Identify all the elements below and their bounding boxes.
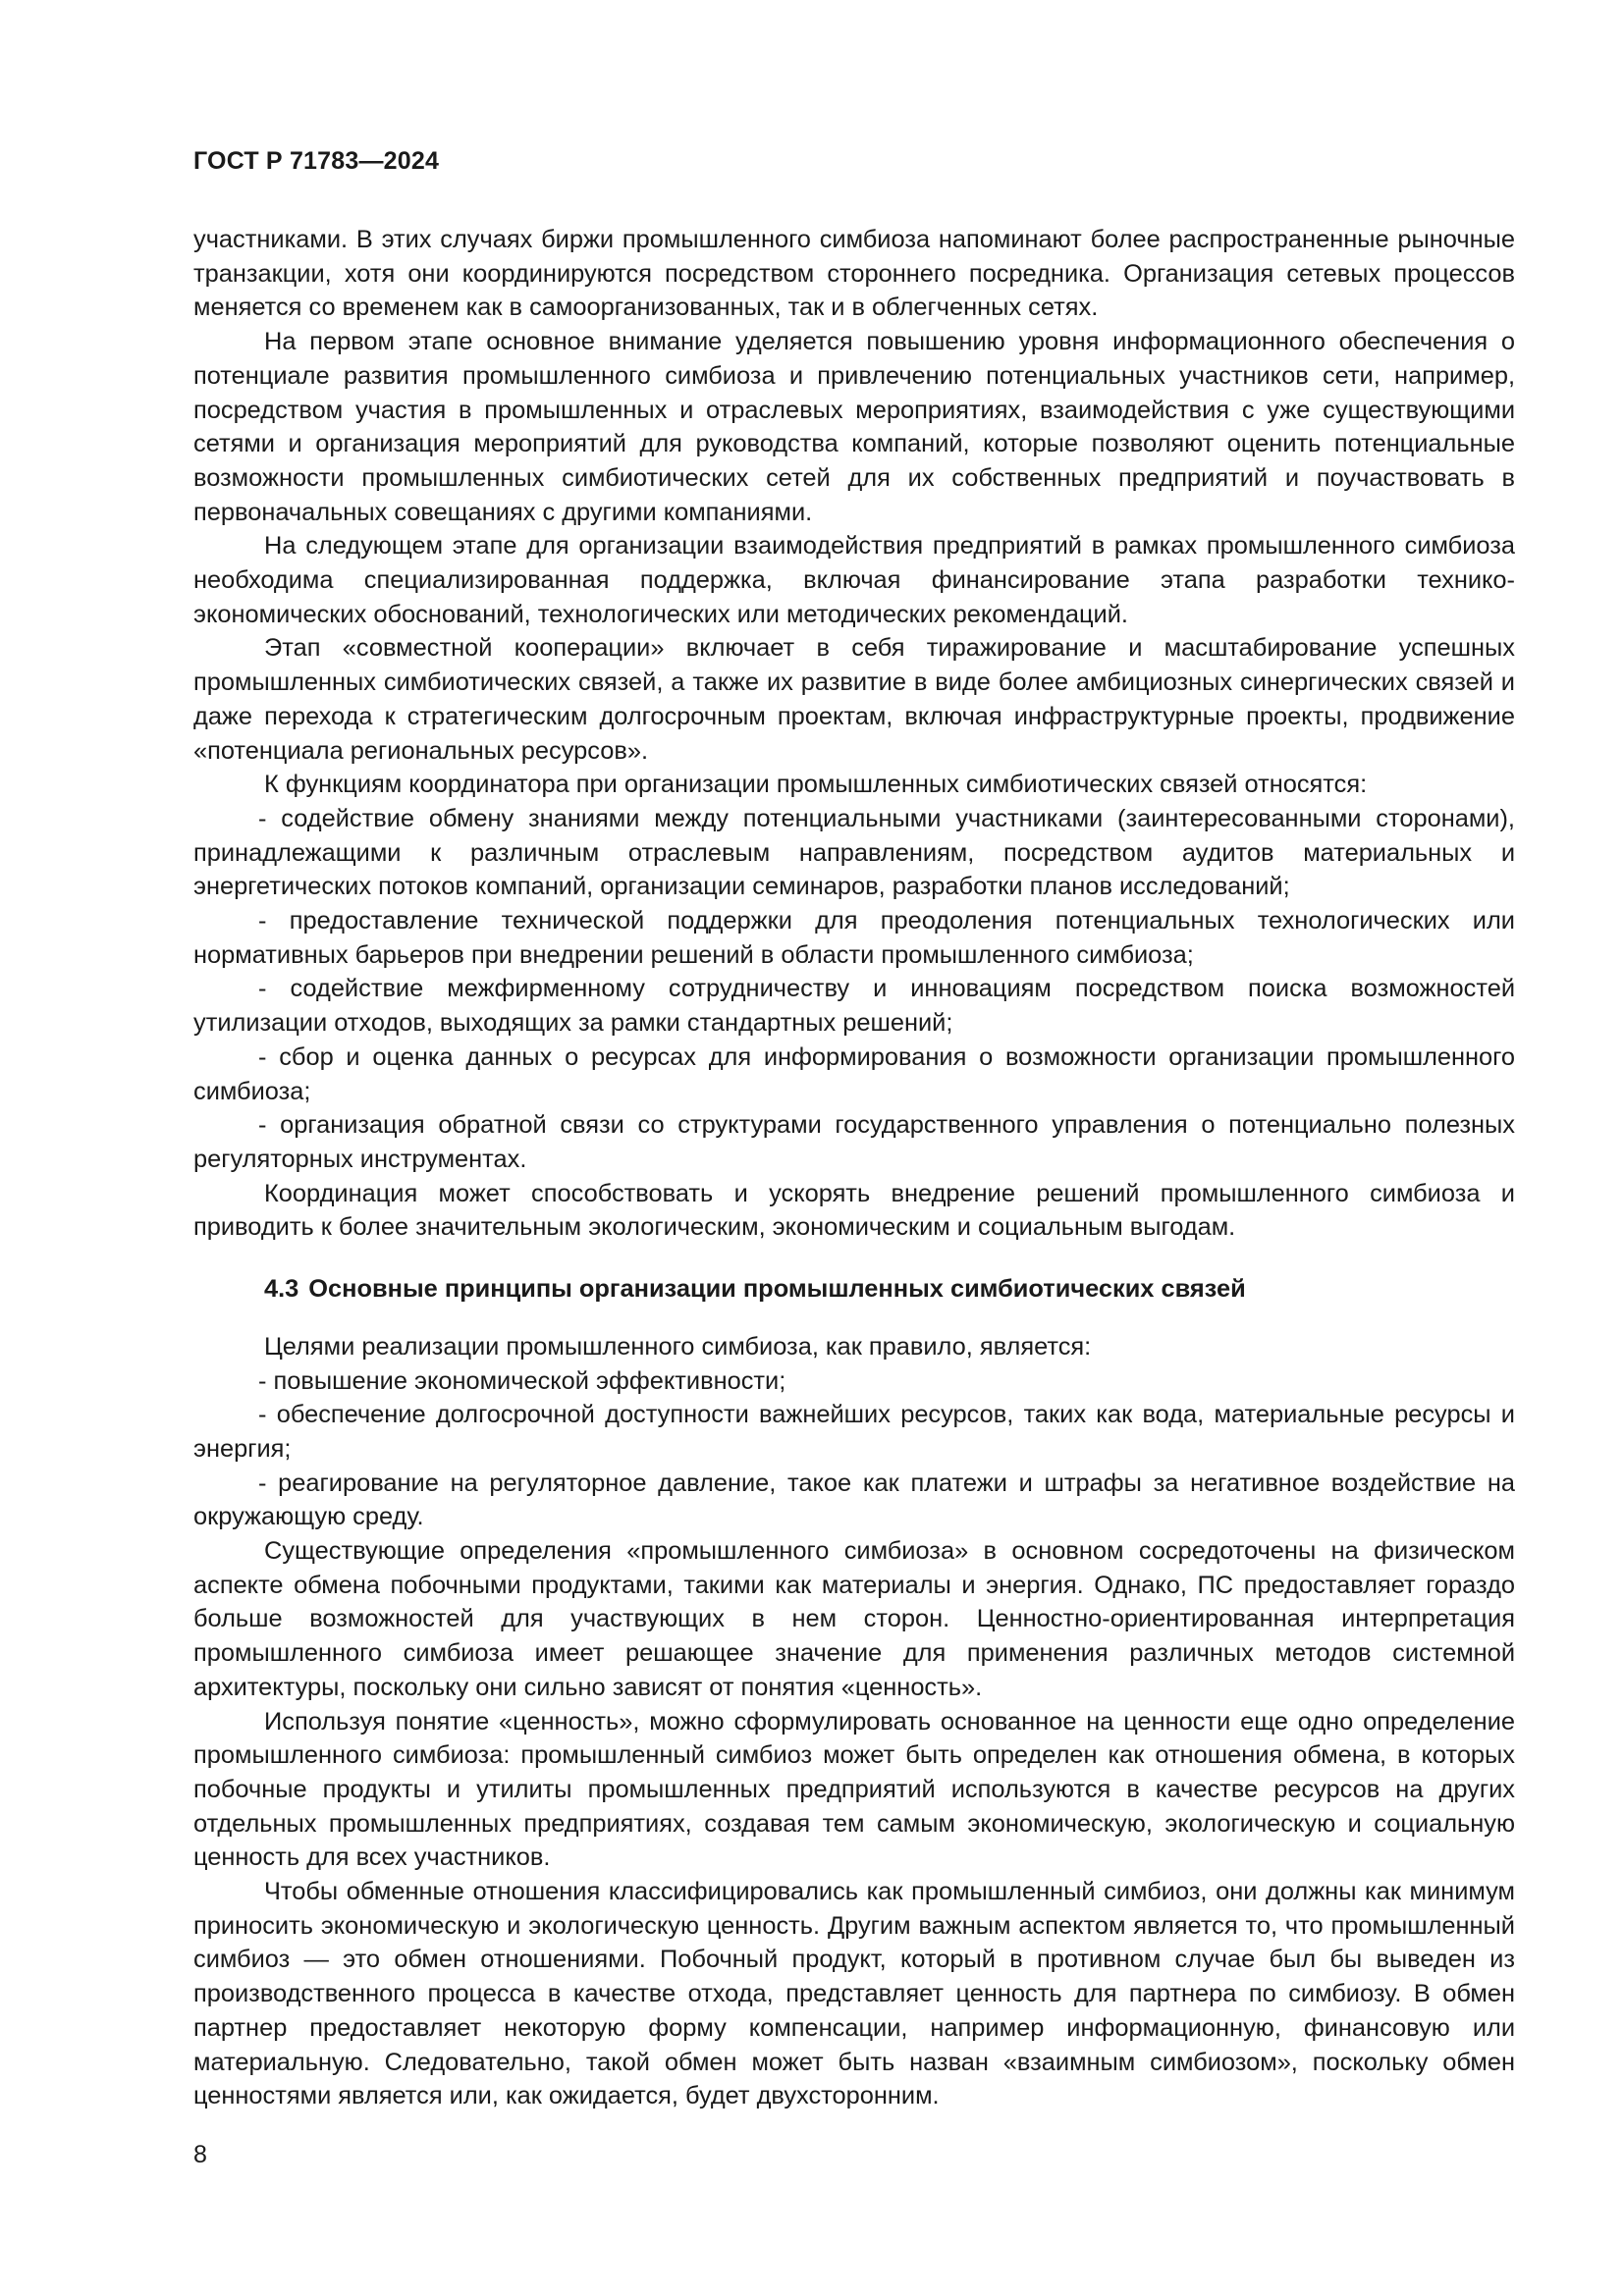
list-item: - повышение экономической эффективности;	[258, 1366, 786, 1395]
paragraph: Этап «совместной кооперации» включает в себя тиражирование и масштабирование успешных промышленных симбиотических связей, а также их развитие в виде более амбициозных синергических связей и даже перехода к стратегическим долгосрочным проектам, включая инфраструктурные проекты, продвижение «потенциала региональных ресурсов».	[193, 634, 1515, 765]
paragraph: Используя понятие «ценность», можно сформулировать основанное на ценности еще одно определение промышленного симбиоза: промышленный симбиоз может быть определен как отношения обмена, в которых побочные продукты и утилиты промышленных предприятий используются в качестве ресурсов на других отдельных промышленных предприятиях, создавая тем самым экономическую, экологическую и социальную ценность для всех участников.	[193, 1707, 1515, 1872]
document-body	[193, 223, 1515, 2113]
paragraph: Целями реализации промышленного симбиоза, как правило, является:	[264, 1332, 1092, 1361]
list-item: - организация обратной связи со структурами государственного управления о потенциально полезных регуляторных инструментах.	[193, 1111, 1515, 1173]
paragraph: Существующие определения «промышленного симбиоза» в основном сосредоточены на физическом аспекте обмена побочными продуктами, такими как материалы и энергия. Однако, ПС предоставляет гораздо больше возможностей для участвующих в нем сторон. Ценностно-ориентированная интерпретация промышленного симбиоза имеет решающее значение для применения различных методов системной архитектуры, поскольку они сильно зависят от понятия «ценность».	[193, 1537, 1515, 1701]
list-item: - предоставление технической поддержки для преодоления потенциальных технологических или нормативных барьеров при внедрении решений в области промышленного симбиоза;	[193, 907, 1515, 969]
section-title: Основные принципы организации промышленных симбиотических связей	[308, 1275, 1246, 1304]
paragraph: К функциям координатора при организации промышленных симбиотических связей относятся:	[264, 771, 1368, 799]
paragraph: Чтобы обменные отношения классифицировались как промышленный симбиоз, они должны как минимум приносить экономическую и экологическую ценность. Другим важным аспектом является то, что промышленный симбиоз — это обмен отношениями. Побочный продукт, который в противном случае был бы выведен из производственного процесса в качестве отхода, представляет ценность для партнера по симбиозу. В обмен партнер предоставляет некоторую форму компенсации, например информационную, финансовую или материальную. Следовательно, такой обмен может быть назван «взаимным симбиозом», поскольку обмен ценностями является или, как ожидается, будет двухсторонним.	[193, 1878, 1515, 2110]
document-header: ГОСТ Р 71783—2024	[193, 147, 440, 175]
section-number: 4.3	[264, 1275, 299, 1304]
paragraph: Координация может способствовать и ускорять внедрение решений промышленного симбиоза и приводить к более значительным экологическим, экономическим и социальным выгодам.	[193, 1179, 1515, 1242]
page-number: 8	[193, 2141, 207, 2168]
list-item: - содействие межфирменному сотрудничеству и инновациям посредством поиска возможностей утилизации отходов, выходящих за рамки стандартных решений;	[193, 975, 1515, 1038]
paragraph: участниками. В этих случаях биржи промышленного симбиоза напоминают более распространенные рыночные транзакции, хотя они координируются посредством стороннего посредника. Организация сетевых процессов меняется со временем как в самоорганизованных, так и в облегченных сетях.	[193, 226, 1515, 322]
list-item: - сбор и оценка данных о ресурсах для информирования о возможности организации промышленного симбиоза;	[193, 1042, 1515, 1105]
list-item: - содействие обмену знаниями между потенциальными участниками (заинтересованными сторонами), принадлежащими к различным отраслевым направлениям, посредством аудитов материальных и энергетических потоков компаний, организации семинаров, разработки планов исследований;	[193, 804, 1515, 901]
section-heading	[193, 1272, 1515, 1307]
paragraph: На следующем этапе для организации взаимодействия предприятий в рамках промышленного симбиоза необходима специализированная поддержка, включая финансирование этапа разработки технико-экономических обоснований, технологических или методических рекомендаций.	[193, 532, 1515, 628]
list-item: - обеспечение долгосрочной доступности важнейших ресурсов, таких как вода, материальные ресурсы и энергия;	[193, 1401, 1515, 1463]
list-item: - реагирование на регуляторное давление, такое как платежи и штрафы за негативное воздействие на окружающую среду.	[193, 1468, 1515, 1531]
paragraph: На первом этапе основное внимание уделяется повышению уровня информационного обеспечения о потенциале развития промышленного симбиоза и привлечению потенциальных участников сети, например, посредством участия в промышленных и отраслевых мероприятиях, взаимодействия с уже существующими сетями и организация мероприятий для руководства компаний, которые позволяют оценить потенциальные возможности промышленных симбиотических сетей для их собственных предприятий и поучаствовать в первоначальных совещаниях с другими компаниями.	[193, 328, 1515, 526]
